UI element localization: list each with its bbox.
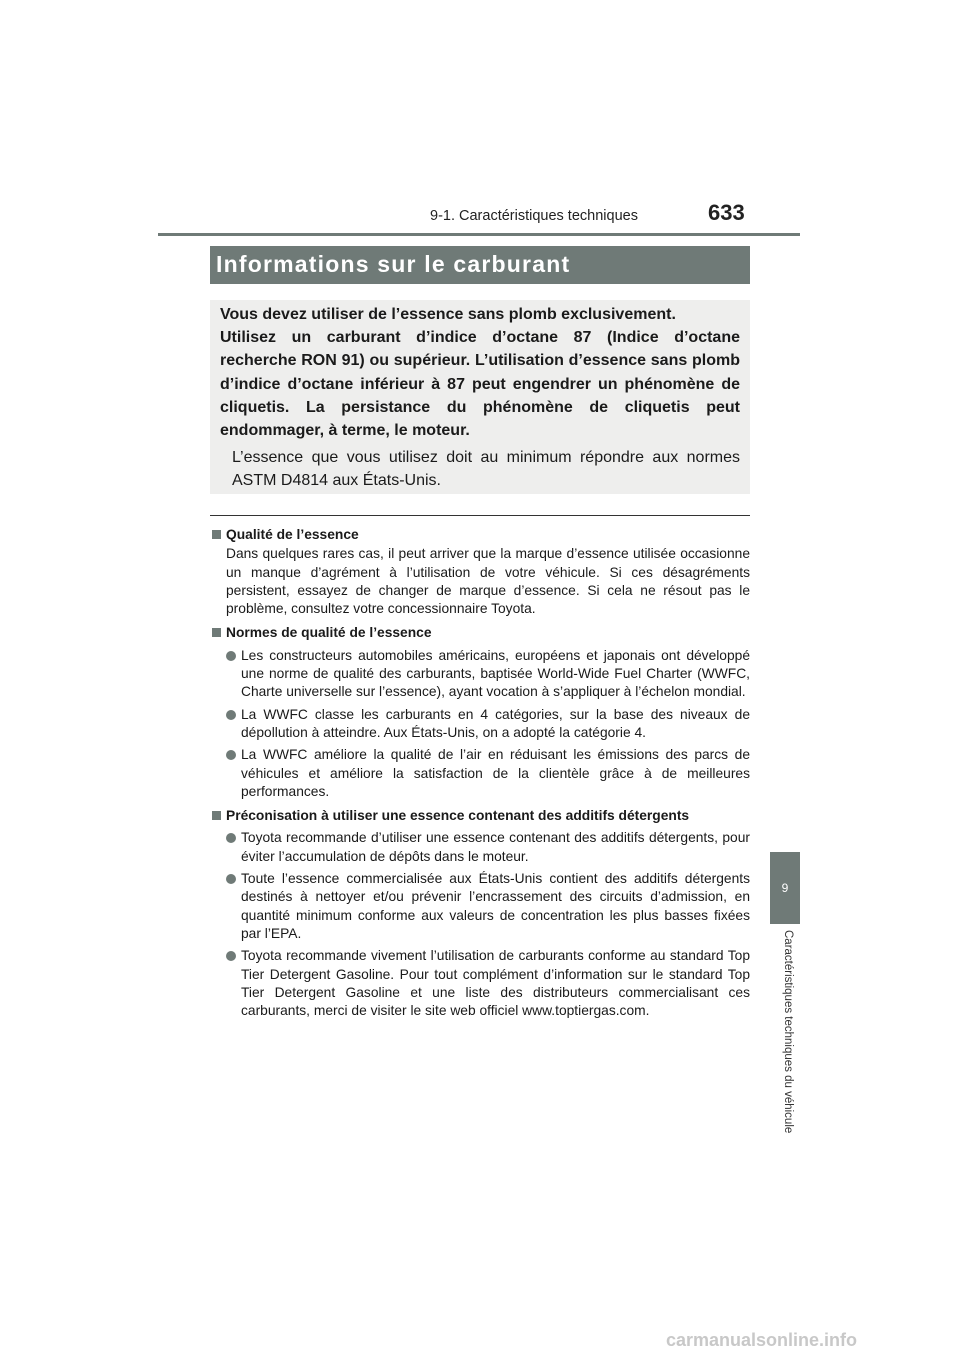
section-paragraph: Dans quelques rares cas, il peut arriver que la marque d’essence utilisée occasionne un manque d’agrément à l’utilisation de votre véhicule. Si ces désagréments persistent, essayez de changer de marque d’essence. Si cela ne résout pas le problème, consultez votre concessionnaire Toyota. — [226, 546, 750, 617]
chapter-tab-label: Caractéristiques techniques du véhicule — [782, 930, 794, 1134]
page-title: Informations sur le carburant — [216, 251, 571, 277]
list-item — [226, 647, 750, 702]
list-item-text: Toute l’essence commercialisée aux États-Unis contient des additifs détergents destinés à nettoyer et/ou prévenir l’encrassement des circuits d’admission, en quantité minimum conforme aux valeurs de concentration les plus basses fixées par l’EPA. — [241, 871, 750, 941]
section-heading-text: Normes de qualité de l’essence — [226, 625, 432, 641]
section-heading-text: Préconisation à utiliser une essence contenant des additifs détergents — [226, 808, 690, 824]
page-number: 633 — [708, 200, 745, 225]
square-bullet-icon — [212, 628, 221, 637]
header-rule — [158, 233, 800, 236]
list-item-text: Les constructeurs automobiles américains, européens et japonais ont développé une norme de qualité des carburants, baptisée World-Wide Fuel Charter (WWFC, Charte universelle sur l’essence), ayant vocation à s’appliquer à l’échelon mondial. — [241, 647, 750, 700]
chapter-tab — [770, 852, 800, 924]
list-item — [226, 870, 750, 943]
section-detergent-additives — [212, 807, 750, 1020]
round-bullet-icon — [226, 951, 236, 961]
list-item — [226, 746, 750, 801]
list-item — [226, 829, 750, 866]
summary-line-2: Utilisez un carburant d’indice d’octane 87 (Indice d’octane recherche RON 91) ou supérieur. L’utilisation d’essence sans plomb d’indice d’octane inférieur à 87 peut engendrer un phénomène de cliquetis. La persistance du phénomène de cliquetis peut endommager, à terme, le moteur. — [220, 329, 740, 440]
section-heading-text: Qualité de l’essence — [226, 527, 359, 542]
watermark: carmanualsonline.info — [666, 1330, 858, 1350]
list-item — [226, 706, 750, 743]
summary-note: L’essence que vous utilisez doit au minimum répondre aux normes ASTM D4814 aux États-Unis. — [232, 449, 740, 489]
section-fuel-quality — [212, 526, 750, 618]
header-section-title: 9-1. Caractéristiques techniques — [430, 208, 638, 224]
body-content — [212, 524, 750, 1026]
round-bullet-icon — [226, 833, 236, 843]
section-heading — [212, 526, 750, 544]
section-heading — [212, 807, 750, 825]
section-quality-standards — [212, 624, 750, 801]
chapter-tab-number: 9 — [781, 881, 789, 895]
section-heading — [212, 624, 750, 642]
square-bullet-icon — [212, 811, 221, 820]
round-bullet-icon — [226, 750, 236, 760]
summary-bold-text — [220, 303, 740, 442]
list-item-text: La WWFC classe les carburants en 4 catégories, sur la base des niveaux de dépollution à atteindre. Aux États-Unis, on a adopté la catégorie 4. — [241, 706, 750, 740]
list-item-text: Toyota recommande vivement l’utilisation de carburants conforme au standard Top Tier Detergent Gasoline. Pour tout complément d’information sur le standard Top Tier Detergent Gasoline et une liste des distributeurs commercialisant ces carburants, merci de visiter le site web officiel www.toptiergas.com. — [241, 948, 750, 1019]
list-item-text: Toyota recommande d’utiliser une essence contenant des additifs détergents, pour éviter l’accumulation de dépôts dans le moteur. — [241, 830, 750, 864]
round-bullet-icon — [226, 874, 236, 884]
summary-line-1: Vous devez utiliser de l’essence sans plomb exclusivement. — [220, 306, 676, 323]
round-bullet-icon — [226, 651, 236, 661]
content-divider — [210, 515, 750, 516]
list-item — [226, 947, 750, 1020]
list-item-text: La WWFC améliore la qualité de l’air en réduisant les émissions des parcs de véhicules et améliore la satisfaction de la clientèle grâce à de meilleures performances. — [241, 747, 750, 799]
square-bullet-icon — [212, 530, 221, 539]
round-bullet-icon — [226, 710, 236, 720]
